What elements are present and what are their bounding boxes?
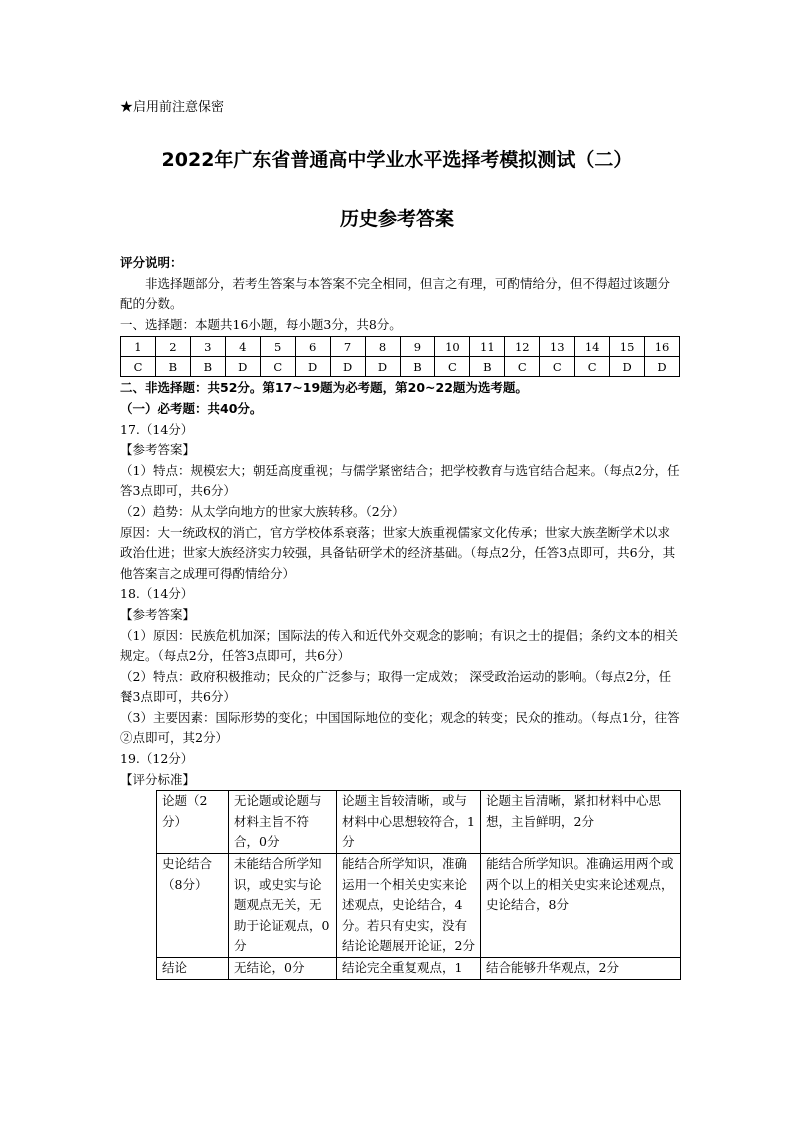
q17-reference-label: 【参考答案】 <box>120 442 196 458</box>
rubric-criterion: 结论 <box>157 958 229 980</box>
rubric-cell: 结论完全重复观点，1 <box>337 958 481 980</box>
question-number: 6 <box>295 337 330 357</box>
answer-letter: C <box>505 357 540 377</box>
answer-letter: D <box>610 357 645 377</box>
answer-key-title: 历史参考答案 <box>339 208 454 230</box>
rubric-cell: 无论题或论题与材料主旨不符合，0分 <box>229 791 337 854</box>
confidential-note: ★启用前注意保密 <box>120 100 225 115</box>
answer-letter: B <box>470 357 505 377</box>
answer-letter: C <box>540 357 575 377</box>
rubric-criterion: 论题（2分） <box>157 791 229 854</box>
rubric-cell: 无结论，0分 <box>229 958 337 980</box>
section1-heading: 一、选择题：本题共16小题，每小题3分，共8分。 <box>120 316 402 332</box>
q18-header: 18.（14分） <box>120 586 194 602</box>
q18-answer-2: （2）特点：政府积极推动；民众的广泛参与；取得一定成效； 深受政治运动的影响。（每点2分，任餐3点即可，共6分） <box>120 668 672 705</box>
question-number: 16 <box>645 337 680 357</box>
rubric-cell: 论题主旨较清晰，或与材料中心思想较符合，1分 <box>337 791 481 854</box>
rubric-cell: 能结合所学知识，准确运用一个相关史实来论述观点，史论结合，4分。若只有史实，没有结论论题展开论证，2分 <box>337 854 481 958</box>
rubric-criterion: 史论结合（8分） <box>157 854 229 958</box>
answer-letter: B <box>190 357 225 377</box>
answer-table <box>120 336 680 377</box>
answer-letter: C <box>121 357 156 377</box>
scoring-note-text: 非选择题部分，若考生答案与本答案不完全相同，但言之有理，可酌情给分，但不得超过该题分配的分数。 <box>120 275 671 312</box>
question-number: 3 <box>190 337 225 357</box>
question-number: 14 <box>575 337 610 357</box>
answer-table-numbers-row <box>121 337 680 357</box>
q17-answer-1: （1）特点：规模宏大；朝廷高度重视；与儒学紧密结合；把学校教育与选官结合起来。（每点2分，任答3点即可，共6分） <box>120 462 680 499</box>
question-number: 1 <box>121 337 156 357</box>
required-heading: （一）必考题：共40分。 <box>120 400 263 416</box>
rubric-row <box>157 854 681 958</box>
question-number: 8 <box>365 337 400 357</box>
answer-letter: D <box>645 357 680 377</box>
rubric-row <box>157 958 681 980</box>
question-number: 5 <box>260 337 295 357</box>
question-number: 11 <box>470 337 505 357</box>
q19-criteria-label: 【评分标准】 <box>120 771 196 787</box>
question-number: 9 <box>400 337 435 357</box>
answer-letter: D <box>330 357 365 377</box>
answer-letter: C <box>575 357 610 377</box>
q18-answer-3: （3）主要因素：国际形势的变化；中国国际地位的变化；观念的转变；民众的推动。（每点1分，往答②点即可，其2分） <box>120 709 680 746</box>
q18-answer-1: （1）原因：民族危机加深；国际法的传入和近代外交观念的影响；有识之士的提倡；条约文本的相关规定。（每点2分，任答3点即可，共6分） <box>120 627 678 664</box>
rubric-cell: 未能结合所学知识，或史实与论题观点无关，无助于论证观点，0分 <box>229 854 337 958</box>
section2-heading: 二、非选择题：共52分。第17~19题为必考题，第20~22题为选考题。 <box>120 380 528 396</box>
question-number: 4 <box>225 337 260 357</box>
rubric-cell: 结合能够升华观点，2分 <box>481 958 681 980</box>
answer-table-answers-row <box>121 357 680 377</box>
rubric-table <box>156 790 681 979</box>
answer-letter: B <box>155 357 190 377</box>
question-number: 12 <box>505 337 540 357</box>
answer-letter: C <box>435 357 470 377</box>
q19-header: 19.（12分） <box>120 751 194 767</box>
answer-letter: D <box>365 357 400 377</box>
question-number: 10 <box>435 337 470 357</box>
q17-header: 17.（14分） <box>120 421 194 437</box>
rubric-cell: 论题主旨清晰，紧扣材料中心思想，主旨鲜明，2分 <box>481 791 681 854</box>
rubric-cell: 能结合所学知识。准确运用两个或两个以上的相关史实来论述观点，史论结合，8分 <box>481 854 681 958</box>
answer-letter: D <box>295 357 330 377</box>
rubric-row <box>157 791 681 854</box>
question-number: 13 <box>540 337 575 357</box>
answer-letter: D <box>225 357 260 377</box>
question-number: 15 <box>610 337 645 357</box>
question-number: 7 <box>330 337 365 357</box>
scoring-note-heading: 评分说明： <box>120 255 183 270</box>
exam-title: 2022年广东省普通高中学业水平选择考模拟测试（二） <box>161 149 633 171</box>
content-body <box>120 253 680 980</box>
answer-letter: B <box>400 357 435 377</box>
q17-answer-3: 原因：大一统政权的消亡，官方学校体系衰落；世家大族重视儒家文化传承；世家大族垄断学术以求政治仕进；世家大族经济实力较强，具备钻研学术的经济基础。（每点2分，任答3点即可，共6分，其他答案言之成理可得酌情给分） <box>120 524 676 581</box>
answer-letter: C <box>260 357 295 377</box>
question-number: 2 <box>155 337 190 357</box>
q17-answer-2: （2）趋势：从太学向地方的世家大族转移。（2分） <box>120 503 405 519</box>
q18-reference-label: 【参考答案】 <box>120 606 196 622</box>
